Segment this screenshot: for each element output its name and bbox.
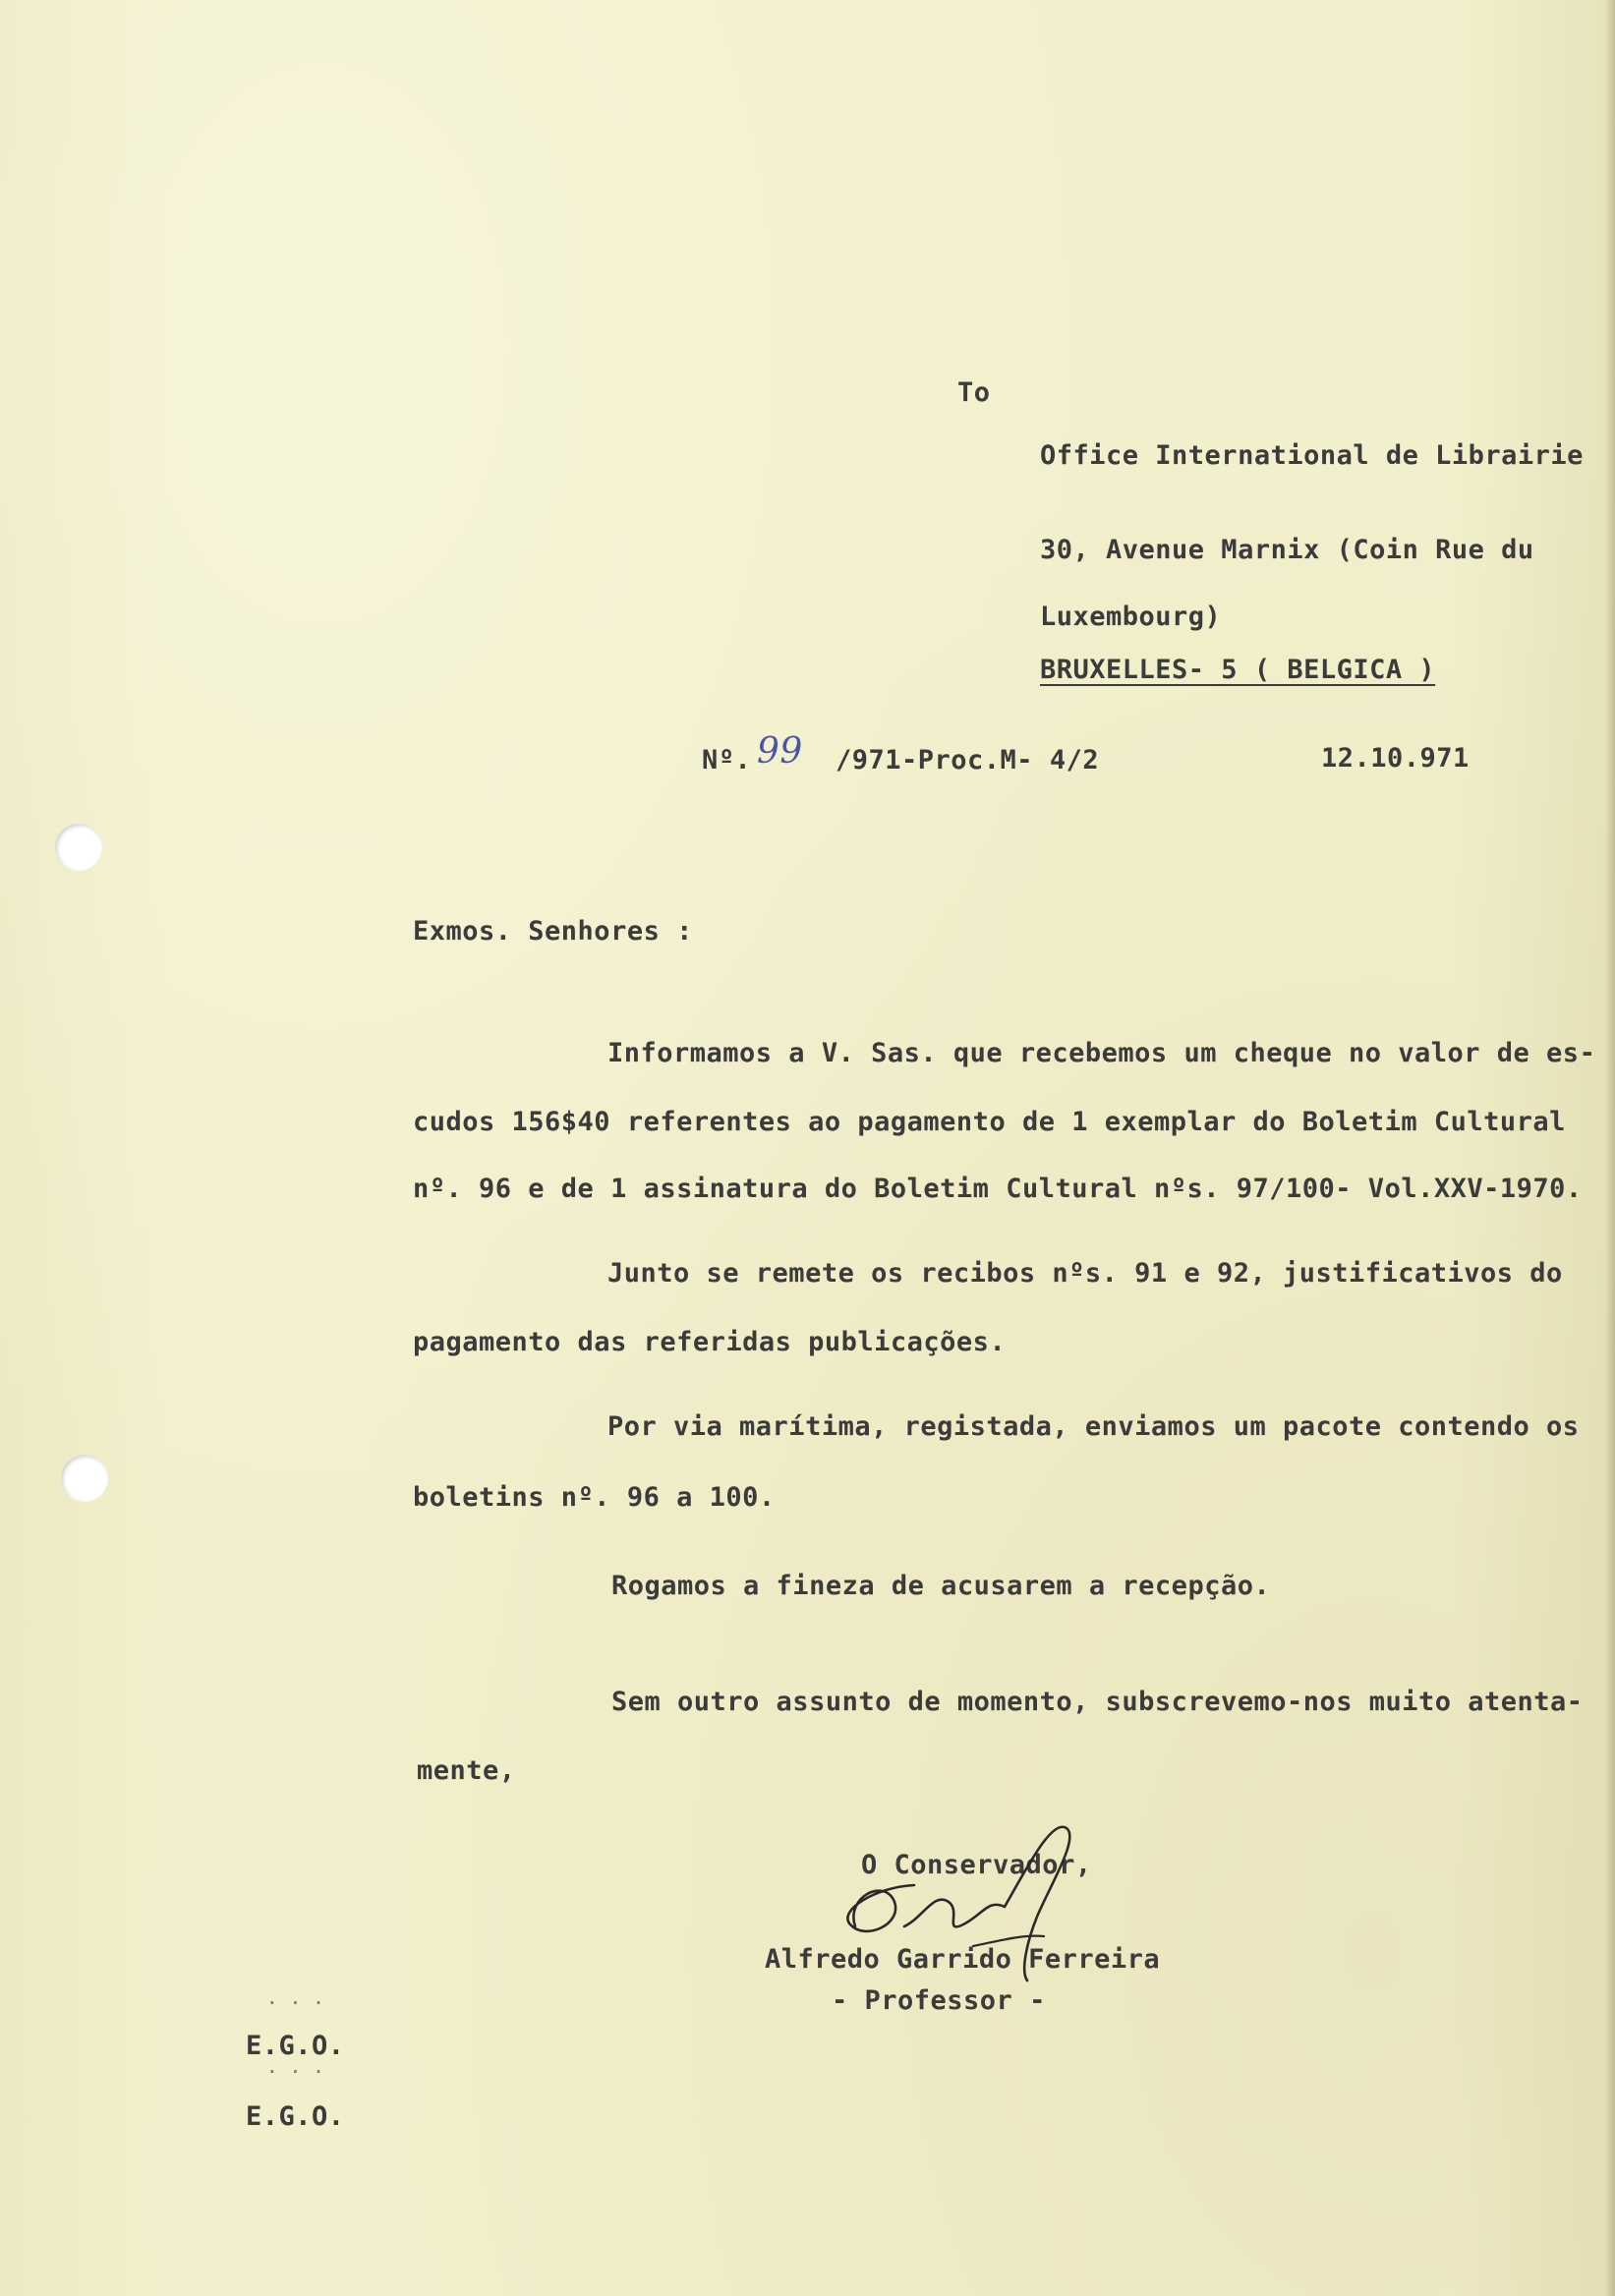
letter-date: 12.10.971 (1321, 743, 1470, 774)
closing-title: - Professor - (832, 1985, 1046, 2016)
closing-name: Alfredo Garrido Ferreira (765, 1944, 1161, 1975)
initials-dots-top: ... (267, 1989, 337, 2008)
to-label: To (957, 377, 991, 408)
addressee-line-4: BRUXELLES- 5 ( BELGICA ) (1040, 655, 1436, 685)
addressee-line-2: 30, Avenue Marnix (Coin Rue du (1040, 535, 1534, 565)
initials-line-1: E.G.O. (246, 2031, 345, 2061)
body-p5-line-2: mente, (417, 1755, 516, 1786)
initials-line-2: E.G.O. (246, 2101, 345, 2132)
body-p1-line-1: Informamos a V. Sas. que recebemos um cheque no valor de es- (607, 1038, 1596, 1068)
addressee-line-1: Office International de Librairie (1040, 440, 1584, 471)
punch-hole-bottom (61, 1455, 108, 1502)
body-p1-line-2: cudos 156$40 referentes ao pagamento de 1 exemplar do Boletim Cultural (413, 1107, 1566, 1137)
body-p3-line-1: Por via marítima, registada, enviamos um pacote contendo os (607, 1411, 1580, 1442)
body-p2-line-2: pagamento das referidas publicações. (413, 1327, 1007, 1357)
reference-suffix: /971-Proc.M- 4/2 (836, 745, 1100, 775)
closing-role: O Conservador, (861, 1850, 1092, 1880)
reference-prefix: Nº. (702, 745, 752, 775)
paper-edge-shadow (1605, 0, 1615, 2296)
initials-dots-middle: ... (267, 2058, 337, 2077)
body-p3-line-2: boletins nº. 96 a 100. (413, 1482, 776, 1513)
punch-hole-top (55, 824, 102, 871)
reference-handwritten-number: 99 (757, 731, 803, 772)
body-p4-line-1: Rogamos a fineza de acusarem a recepção. (611, 1571, 1271, 1601)
body-p2-line-1: Junto se remete os recibos nºs. 91 e 92, justificativos do (607, 1258, 1563, 1289)
salutation: Exmos. Senhores : (413, 916, 693, 947)
addressee-line-3: Luxembourg) (1040, 602, 1222, 632)
body-p5-line-1: Sem outro assunto de momento, subscrevemo-nos muito atenta- (611, 1687, 1584, 1717)
handwritten-signature (826, 1808, 1150, 1995)
body-p1-line-3: nº. 96 e de 1 assinatura do Boletim Cultural nºs. 97/100- Vol.XXV-1970. (413, 1174, 1583, 1204)
